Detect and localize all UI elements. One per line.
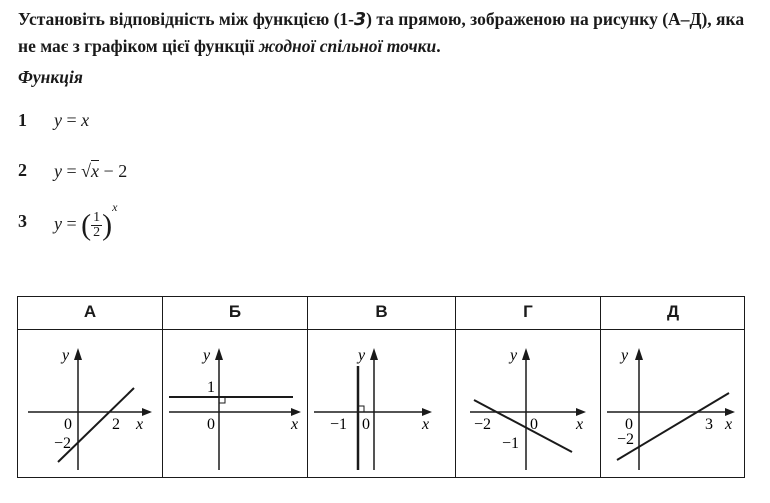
svg-text:x: x <box>422 416 430 433</box>
svg-text:y: y <box>510 347 518 364</box>
svg-text:0: 0 <box>530 416 538 433</box>
question-text <box>18 6 763 59</box>
svg-text:x: x <box>136 416 144 433</box>
svg-text:y: y <box>203 347 211 364</box>
graph-d-plot <box>601 330 745 477</box>
svg-text:y: y <box>62 347 70 364</box>
option-letter-d: Д <box>666 302 680 321</box>
graph-d <box>601 330 745 477</box>
question-part-2: ) та прямою, зображеною на рисунку (А–Д), яка не має з графіком цієї функції <box>18 9 745 56</box>
svg-text:x: x <box>291 416 299 433</box>
option-letter-b: Б <box>228 302 242 321</box>
question-part-3: . <box>436 36 441 56</box>
graph-v-plot <box>308 330 455 477</box>
function-number: 2 <box>18 160 27 180</box>
option-letter-v: В <box>375 302 388 321</box>
svg-text:0: 0 <box>625 416 633 433</box>
graph-g <box>456 330 600 477</box>
svg-text:y: y <box>621 347 629 364</box>
svg-text:2: 2 <box>112 416 120 433</box>
question-emphasis: жодної спільної точки <box>258 36 437 56</box>
function-number: 1 <box>18 110 27 130</box>
svg-text:−2: −2 <box>474 416 492 433</box>
svg-text:x: x <box>576 416 584 433</box>
graph-v <box>308 330 455 477</box>
graph-g-plot <box>456 330 600 477</box>
handwritten-digit: 3 <box>353 10 367 30</box>
function-formula: y = ( $\frac{1}{2}$ )$^x$ <box>54 199 118 242</box>
option-letter-a: А <box>83 302 97 321</box>
svg-text:−2: −2 <box>617 431 635 448</box>
function-formula: y = x <box>54 110 90 130</box>
graph-a-plot <box>18 330 162 477</box>
function-number: 3 <box>18 211 27 231</box>
graph-b <box>163 330 307 477</box>
svg-text:3: 3 <box>705 416 713 433</box>
svg-text:0: 0 <box>362 416 370 433</box>
fraction: $\frac{1}{2}$ <box>93 210 101 240</box>
options-table <box>17 296 745 478</box>
svg-text:y: y <box>358 347 366 364</box>
svg-text:−2: −2 <box>54 435 72 452</box>
graph-a <box>18 330 162 477</box>
question-part-1: Установіть відповідність між функцією (1- <box>18 9 354 29</box>
svg-text:−1: −1 <box>502 435 520 452</box>
radicand: x <box>91 161 100 181</box>
svg-text:1: 1 <box>207 379 215 396</box>
graph-b-plot <box>163 330 307 477</box>
svg-text:x: x <box>725 416 733 433</box>
function-formula: y = √x − 2 <box>54 161 128 181</box>
option-letter-g: Г <box>523 302 533 321</box>
svg-text:−1: −1 <box>330 416 348 433</box>
svg-text:0: 0 <box>207 416 215 433</box>
svg-text:0: 0 <box>64 416 72 433</box>
functions-heading: Функція <box>18 67 83 87</box>
